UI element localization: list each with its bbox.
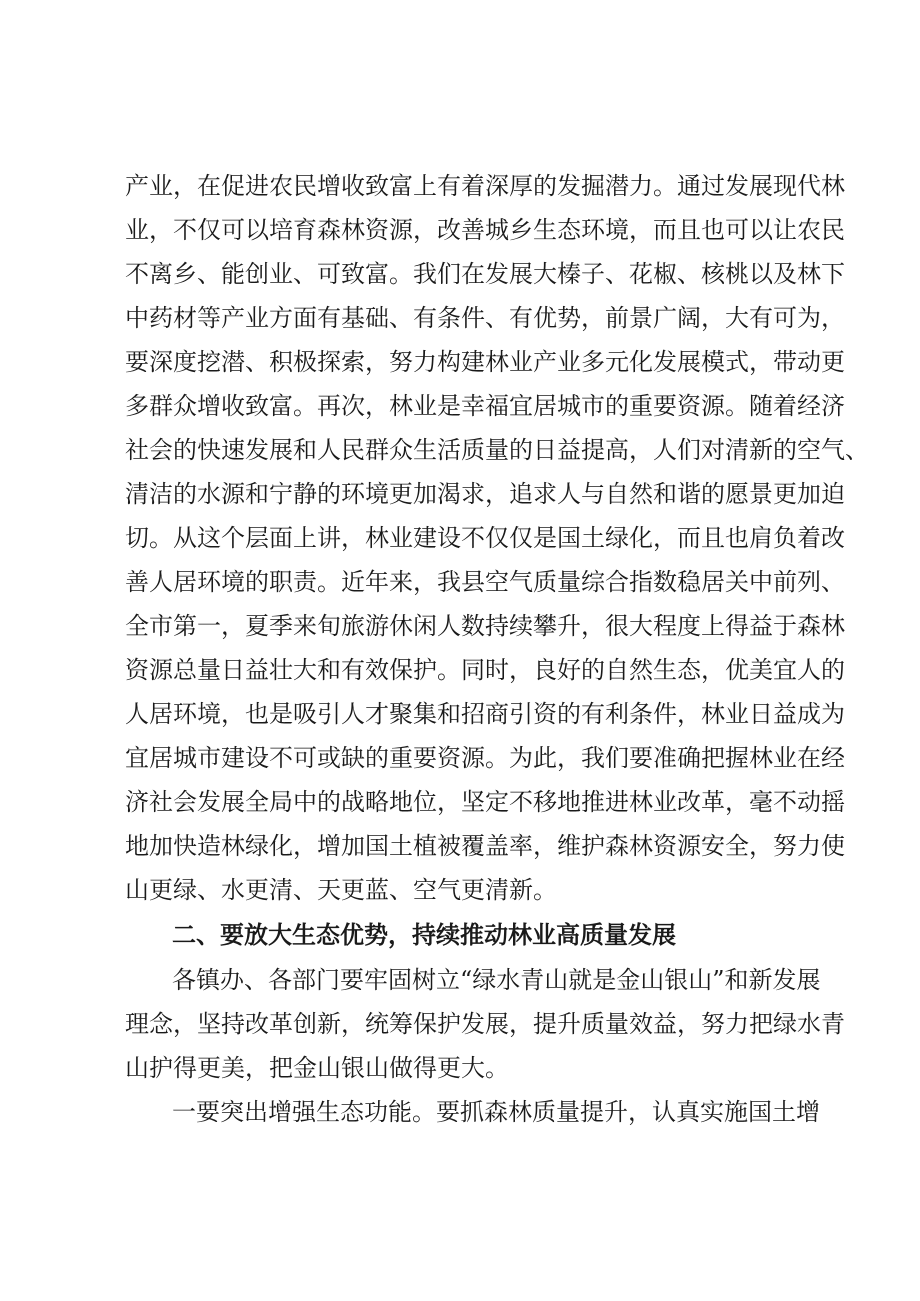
paragraph-line: 一要突出增强生态功能。要抓森林质量提升，认真实施国土增 [172, 1098, 820, 1126]
paragraph-line: 资源总量日益壮大和有效保护。同时，良好的自然生态，优美宜人的 [125, 656, 845, 684]
paragraph-line: 理念，坚持改革创新，统筹保护发展，提升质量效益，努力把绿水青 [125, 1010, 845, 1038]
paragraph-line: 济社会发展全局中的战略地位，坚定不移地推进林业改革，毫不动摇 [125, 788, 845, 816]
paragraph-line: 山护得更美，把金山银山做得更大。 [125, 1054, 509, 1082]
paragraph-line: 全市第一，夏季来旬旅游休闲人数持续攀升，很大程度上得益于森林 [125, 612, 845, 640]
paragraph-line: 多群众增收致富。再次，林业是幸福宜居城市的重要资源。随着经济 [125, 392, 845, 420]
section-heading: 二、要放大生态优势，持续推动林业高质量发展 [172, 921, 676, 949]
paragraph-line: 要深度挖潜、积极探索，努力构建林业产业多元化发展模式，带动更 [125, 348, 845, 376]
paragraph-line: 地加快造林绿化，增加国土植被覆盖率，维护森林资源安全，努力使 [125, 832, 845, 860]
paragraph-line: 山更绿、水更清、天更蓝、空气更清新。 [125, 876, 557, 904]
paragraph-line: 中药材等产业方面有基础、有条件、有优势，前景广阔，大有可为， [125, 304, 845, 332]
paragraph-line: 不离乡、能创业、可致富。我们在发展大榛子、花椒、核桃以及林下 [125, 260, 845, 288]
paragraph-line: 社会的快速发展和人民群众生活质量的日益提高，人们对清新的空气、 [125, 436, 869, 464]
paragraph-line: 清洁的水源和宁静的环境更加渴求，追求人与自然和谐的愿景更加迫 [125, 480, 845, 508]
paragraph-line: 切。从这个层面上讲，林业建设不仅仅是国土绿化，而且也肩负着改 [125, 524, 845, 552]
paragraph-line: 人居环境，也是吸引人才聚集和招商引资的有利条件，林业日益成为 [125, 700, 845, 728]
paragraph-line: 各镇办、各部门要牢固树立“绿水青山就是金山银山”和新发展 [172, 966, 821, 994]
paragraph-line: 业，不仅可以培育森林资源，改善城乡生态环境，而且也可以让农民 [125, 216, 845, 244]
paragraph-line: 宜居城市建设不可或缺的重要资源。为此，我们要准确把握林业在经 [125, 744, 845, 772]
paragraph-line: 产业，在促进农民增收致富上有着深厚的发掘潜力。通过发展现代林 [125, 172, 845, 200]
paragraph-line: 善人居环境的职责。近年来，我县空气质量综合指数稳居关中前列、 [125, 568, 845, 596]
